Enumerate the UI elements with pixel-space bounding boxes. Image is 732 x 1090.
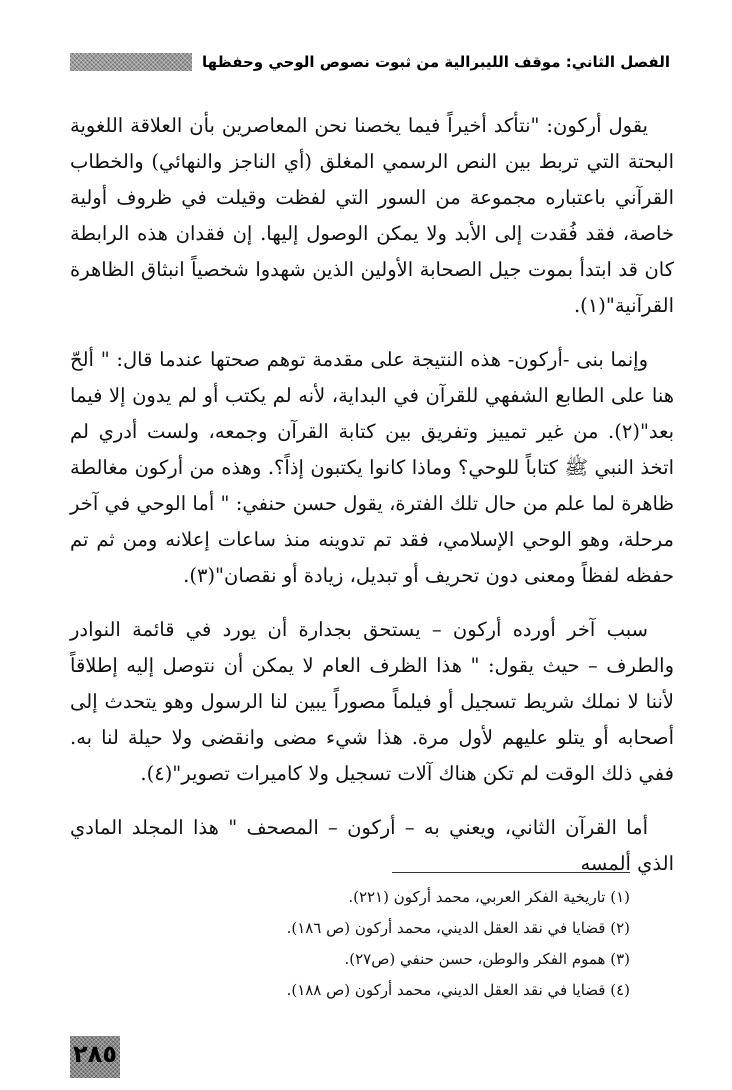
footnote-separator: [392, 872, 630, 873]
page-number: ٢٨٥: [73, 1040, 117, 1068]
paragraph-4: أما القرآن الثاني، ويعني به – أركون – المصحف " هذا المجلد المادي الذي ألمسه: [70, 816, 674, 875]
footnote-3: (٣) هموم الفكر والوطن، حسن حنفي (ص٢٧).: [344, 950, 630, 968]
chapter-title: الفصل الثاني: موقف الليبرالية من ثبوت نصوص الوحي وحفظها: [202, 53, 670, 71]
running-header: [70, 48, 670, 76]
footnote-2: (٢) قضايا في نقد العقل الديني، محمد أركون (ص ١٨٦).: [286, 919, 630, 937]
paragraph-2: وإنما بنى -أركون- هذه النتيجة على مقدمة توهم صحتها عندما قال: " ألحّ هنا على الطابع الشفهي للقرآن في البداية، لأنه لم يكتب أو لم يدون إلا فيما بعد"(٢). من غير تمييز وتفريق بين كتابة القرآن وجمعه، ولست أدري لم اتخذ النبي ﷺ كتاباً للوحي؟ وماذا كانوا يكتبون إذاً؟. وهذه من أركون مغالطة ظاهرة لما علم من حال تلك الفترة، يقول حسن حنفي: " أما الوحي في آخر مرحلة، وهو الوحي الإسلامي، فقد تم تدوينه منذ ساعات إعلانه ومن ثم تم حفظه لفظاً ومعنى دون تحريف أو تبديل، زيادة أو نقصان"(٣).: [70, 348, 674, 587]
paragraph-3: سبب آخر أورده أركون – يستحق بجدارة أن يورد في قائمة النوادر والطرف – حيث يقول: " هذا الظرف العام لا يمكن أن نتوصل إليه إطلاقاً لأننا لا نملك شريط تسجيل أو فيلماً مصوراً يبين لنا الرسول وهو يتحدث إلى أصحابه أو يتلو عليهم لأول مرة. هذا شيء مضى وانقضى ولا حيلة لنا به. ففي ذلك الوقت لم تكن هناك آلات تسجيل ولا كاميرات تصوير"(٤).: [70, 618, 674, 785]
footnote-4: (٤) قضايا في نقد العقل الديني، محمد أركون (ص ١٨٨).: [286, 981, 630, 999]
footnotes: [200, 882, 630, 1006]
paragraph-1: يقول أركون: "نتأكد أخيراً فيما يخصنا نحن المعاصرين بأن العلاقة اللغوية البحتة التي تربط بين النص الرسمي المغلق (أي الناجز والنهائي) والخطاب القرآني باعتباره مجموعة من السور التي لفظت وقيلت في ظروف أولية خاصة، فقد فُقدت إلى الأبد ولا يمكن الوصول إليها. إن فقدان هذه الرابطة كان قد ابتدأ بموت جيل الصحابة الأولين الذين شهدوا شخصياً انبثاق الظاهرة القرآنية"(١).: [70, 114, 674, 317]
footnote-1: (١) تاريخية الفكر العربي، محمد أركون (٢٢١).: [348, 888, 630, 906]
main-text: [70, 108, 674, 882]
header-decoration: [70, 53, 192, 71]
